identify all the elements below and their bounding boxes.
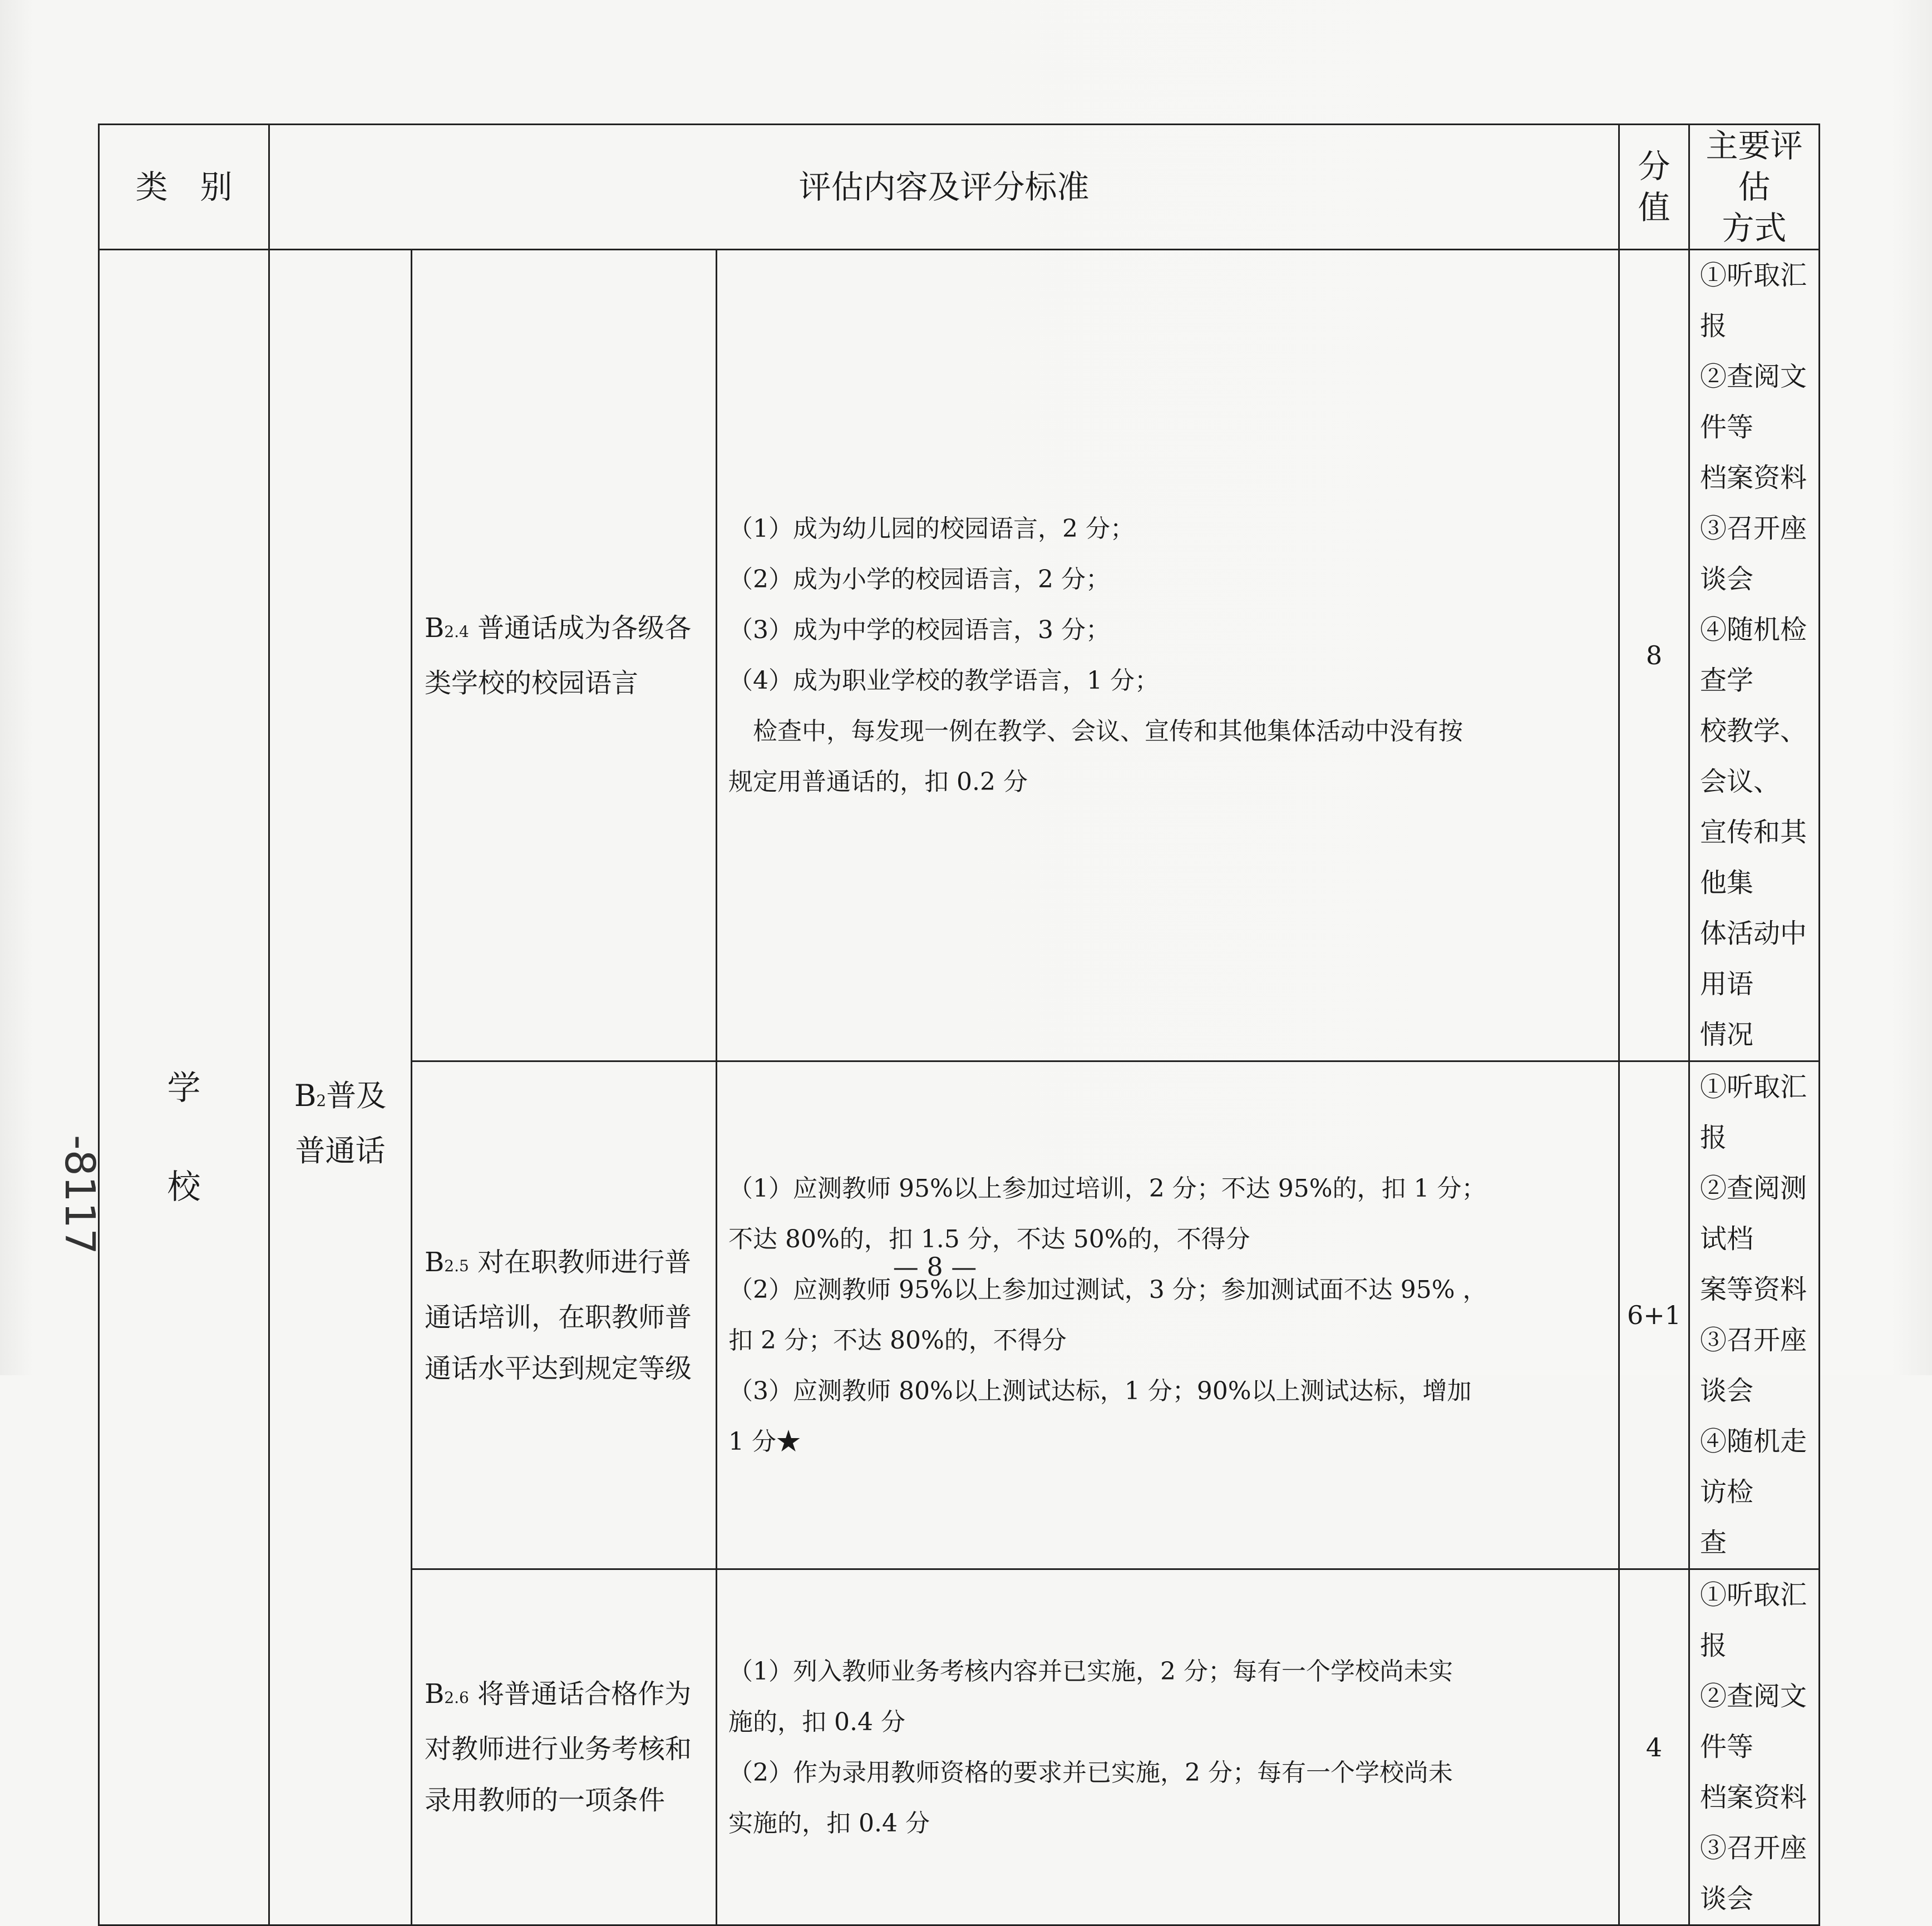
method-cell <box>1689 1061 1820 1569</box>
header-method-line: 方式 <box>1722 209 1787 247</box>
category-cell <box>99 250 269 1925</box>
item-subscript: 2.4 <box>444 622 469 641</box>
method-line: 校教学、会议、 <box>1700 715 1807 797</box>
criteria-line: （4）成为职业学校的教学语言，1 分； <box>728 666 1159 695</box>
item-prefix: B <box>425 1246 445 1278</box>
item-prefix: B <box>425 612 445 644</box>
header-score-line: 值 <box>1638 189 1670 226</box>
method-line: 档案资料 <box>1700 1782 1807 1813</box>
criteria-line: 施的，扣 0.4 分 <box>728 1707 905 1736</box>
score-cell: 8 <box>1619 250 1689 1061</box>
criteria-line: 扣 2 分；不达 80%的，不得分 <box>728 1326 1067 1355</box>
criteria-cell <box>717 250 1619 1061</box>
item-text: 将普通话合格作为 <box>469 1678 692 1710</box>
criteria-line: （1）应测教师 95%以上参加过培训，2 分；不达 95%的，扣 1 分； <box>728 1174 1486 1203</box>
method-line: 情况 <box>1700 1019 1754 1050</box>
item-cell <box>412 250 717 1061</box>
header-row <box>99 125 1820 250</box>
method-cell <box>1689 1569 1820 1925</box>
item-line: 类学校的校园语言 <box>425 667 639 699</box>
header-category: 类 别 <box>99 125 269 250</box>
item-line: 录用教师的一项条件 <box>425 1785 666 1816</box>
criteria-line: （2）作为录用教师资格的要求并已实施，2 分；每有一个学校尚未 <box>728 1758 1453 1787</box>
item-line: 通话培训，在职教师普 <box>425 1301 692 1333</box>
item-text: 对在职教师进行普 <box>469 1246 692 1278</box>
criteria-line: 实施的，扣 0.4 分 <box>728 1809 930 1838</box>
method-line: 宣传和其他集 <box>1700 817 1807 898</box>
criteria-line: 检查中，每发现一例在教学、会议、宣传和其他集体活动中没有按 <box>728 717 1463 745</box>
item-line: 对教师进行业务考核和 <box>425 1734 692 1765</box>
item-cell <box>412 1061 717 1569</box>
criteria-line: （2）成为小学的校园语言，2 分； <box>728 565 1110 594</box>
sub-category-code <box>270 1071 411 1126</box>
method-line: ④随机走访检 <box>1700 1426 1807 1508</box>
header-score <box>1619 125 1689 250</box>
method-line: 体活动中用语 <box>1700 918 1807 1000</box>
method-line: ③召开座谈会 <box>1700 513 1807 595</box>
item-line <box>425 603 703 658</box>
method-line: ②查阅文件等 <box>1700 1681 1807 1762</box>
criteria-line: 规定用普通话的，扣 0.2 分 <box>728 768 1028 796</box>
table-row <box>99 250 1820 1061</box>
method-line: ①听取汇报 <box>1700 1071 1807 1153</box>
sub-category-cell <box>269 250 412 1925</box>
method-line: ②查阅文件等 <box>1700 361 1807 443</box>
sub-category-line: 普通话 <box>295 1133 386 1168</box>
method-line: ①听取汇报 <box>1700 260 1807 342</box>
method-line: 案等资料 <box>1700 1274 1807 1305</box>
criteria-cell <box>717 1569 1619 1925</box>
header-method <box>1689 125 1820 250</box>
item-subscript: 2.5 <box>444 1256 469 1275</box>
header-method-line: 主要评估 <box>1706 127 1803 206</box>
sub-category-line: 普及 <box>326 1078 387 1113</box>
item-line: 通话水平达到规定等级 <box>425 1352 692 1384</box>
criteria-line: （3）成为中学的校园语言，3 分； <box>728 616 1110 644</box>
header-content: 评估内容及评分标准 <box>269 125 1619 250</box>
page-number: — 8 — <box>893 1252 977 1282</box>
criteria-line: （2）应测教师 95%以上参加过测试，3 分；参加测试面不达 95% ， <box>728 1276 1487 1304</box>
method-line: ③召开座谈会 <box>1700 1325 1807 1406</box>
sub-category-prefix: B <box>294 1078 317 1113</box>
item-cell <box>412 1569 717 1925</box>
method-line: ③召开座谈会 <box>1700 1833 1807 1914</box>
method-line: ①听取汇报 <box>1700 1579 1807 1661</box>
header-score-line: 分 <box>1638 147 1670 185</box>
category-char: 学 <box>167 1068 201 1108</box>
evaluation-table <box>98 124 1820 1926</box>
method-cell <box>1689 250 1820 1061</box>
score-cell: 4 <box>1619 1569 1689 1925</box>
criteria-cell <box>717 1061 1619 1569</box>
method-line: ②查阅测试档 <box>1700 1173 1807 1255</box>
margin-stamp: -8117 <box>56 1135 103 1255</box>
method-line: 查 <box>1700 1527 1727 1558</box>
score-cell: 6+1 <box>1619 1061 1689 1569</box>
method-line: ④随机检查学 <box>1700 614 1807 696</box>
item-line <box>425 1237 703 1292</box>
criteria-line: （1）列入教师业务考核内容并已实施，2 分；每有一个学校尚未实 <box>728 1657 1453 1686</box>
method-line: 档案资料 <box>1700 462 1807 493</box>
criteria-line: （3）应测教师 80%以上测试达标，1 分；90%以上测试达标，增加 <box>728 1377 1472 1405</box>
criteria-line: 不达 80%的，扣 1.5 分，不达 50%的，不得分 <box>728 1225 1250 1253</box>
category-char: 校 <box>167 1167 201 1207</box>
criteria-line: （1）成为幼儿园的校园语言，2 分； <box>728 515 1135 543</box>
item-line <box>425 1668 703 1723</box>
criteria-line: 1 分★ <box>728 1428 801 1456</box>
sub-category-subscript: 2 <box>316 1092 327 1110</box>
item-text: 普通话成为各级各 <box>469 612 692 644</box>
item-prefix: B <box>425 1678 445 1710</box>
item-subscript: 2.6 <box>444 1688 469 1707</box>
